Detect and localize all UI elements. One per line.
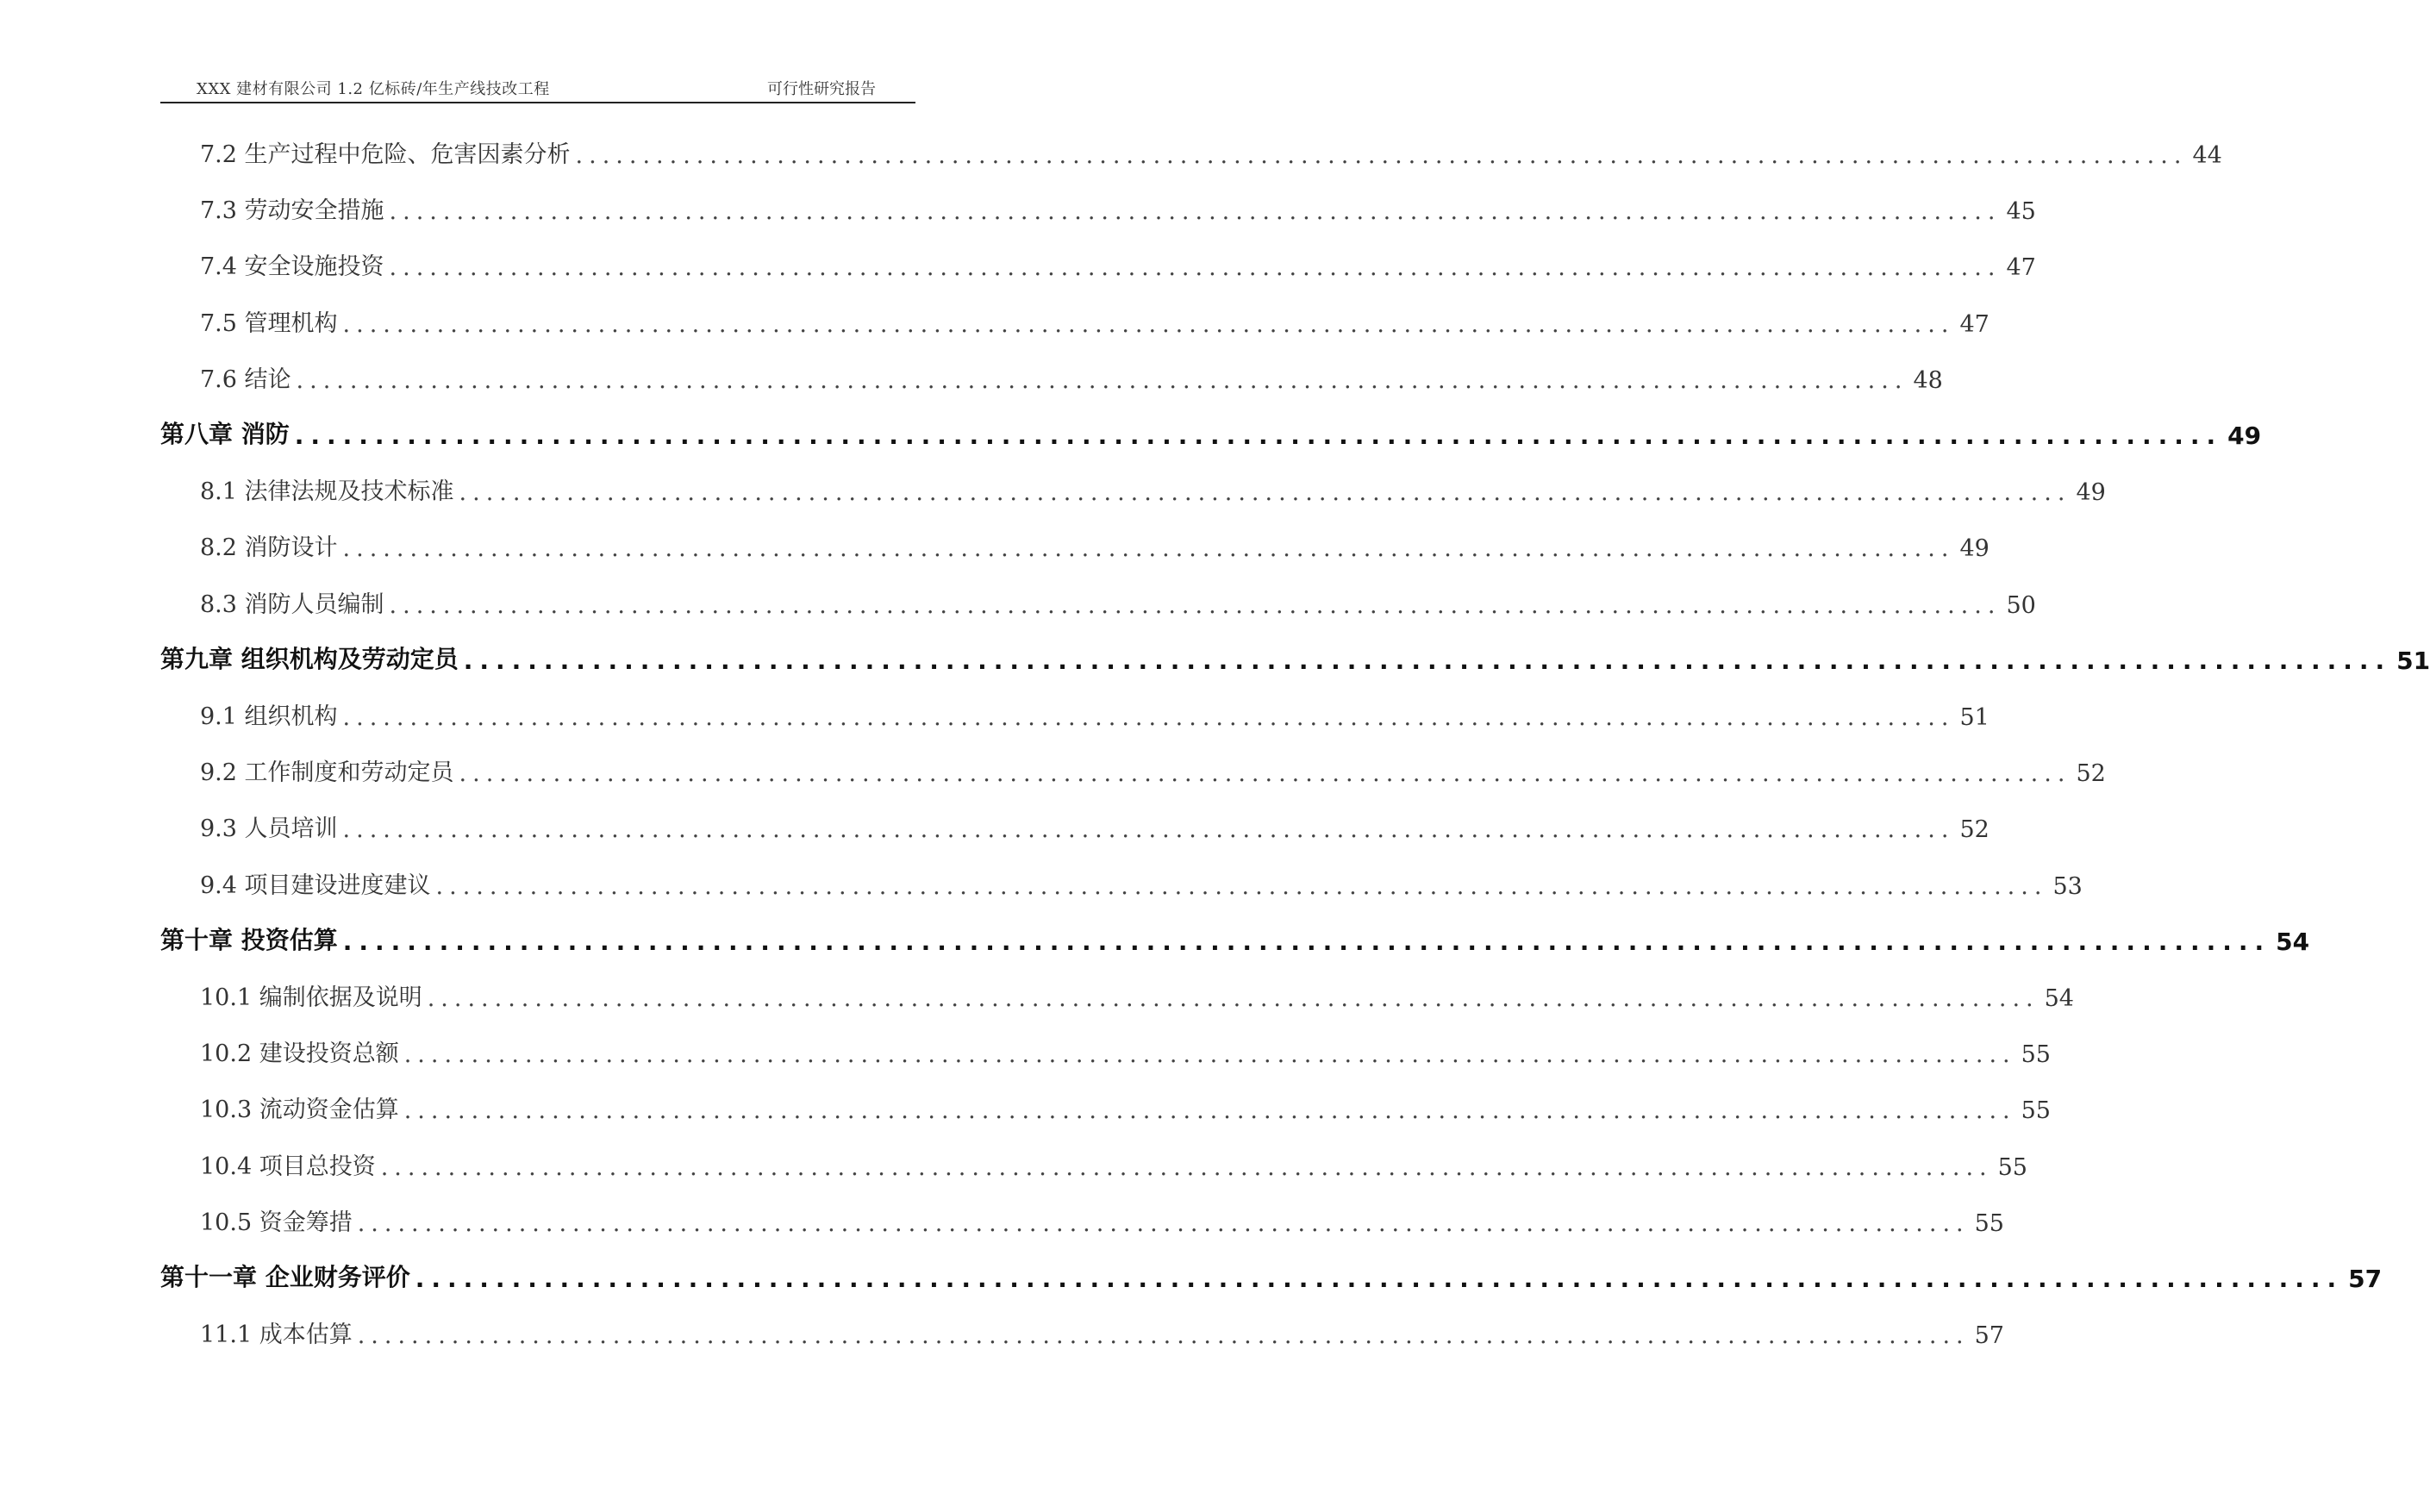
toc-entry-label: 7.5 管理机构: [200, 310, 338, 337]
toc-entry-label: 7.6 结论: [200, 366, 291, 393]
toc-entry-page: 47: [2006, 254, 2036, 281]
toc-entry-label: 第八章 消防: [160, 420, 290, 448]
toc-entry-page: 45: [2006, 198, 2036, 225]
toc-dot-leader: ........................................................................................................................: [380, 1154, 1993, 1181]
toc-entry[interactable]: [0, 860, 2083, 900]
toc-entry[interactable]: [0, 410, 2262, 450]
toc-entry-label: 11.1 成本估算: [200, 1321, 353, 1348]
toc-entry[interactable]: [0, 241, 2036, 281]
toc-entry-label: 8.3 消防人员编制: [200, 591, 384, 618]
toc-entry[interactable]: [0, 803, 1990, 843]
toc-dot-leader: ........................................................................................................................: [342, 535, 1955, 562]
toc-entry-page: 54: [2276, 928, 2310, 956]
toc-entry-label: 7.2 生产过程中危险、危害因素分析: [200, 141, 571, 168]
toc-entry-page: 50: [2006, 592, 2036, 619]
toc-dot-leader: ........................................................................................................................: [575, 142, 2188, 169]
toc-entry[interactable]: [0, 354, 1943, 394]
toc-entry[interactable]: [0, 1028, 2051, 1068]
toc-entry-page: 49: [1959, 535, 1990, 562]
toc-entry-page: 55: [1997, 1154, 2027, 1181]
toc-dot-leader: ........................................................................................................................: [296, 367, 1908, 394]
toc-entry-label: 9.4 项目建设进度建议: [200, 872, 431, 899]
toc-entry[interactable]: [0, 691, 1990, 731]
toc-entry-label: 8.2 消防设计: [200, 534, 338, 561]
toc-entry-page: 55: [1974, 1210, 2004, 1237]
toc-entry-page: 49: [2076, 479, 2106, 506]
toc-dot-leader: ........................................................................................................................: [357, 1210, 1970, 1237]
toc-entry-page: 57: [1974, 1322, 2004, 1349]
header-title: XXX 建材有限公司 1.2 亿标砖/年生产线技改工程: [197, 80, 550, 98]
toc-entry[interactable]: [0, 1197, 2004, 1237]
toc-entry-page: 51: [2396, 647, 2430, 675]
toc-entry-label: 10.2 建设投资总额: [200, 1040, 399, 1067]
header-doc-type: 可行性研究报告: [767, 80, 876, 98]
toc-entry-page: 53: [2052, 873, 2083, 900]
toc-dot-leader: ........................................................................................................................: [459, 479, 2071, 506]
toc-entry[interactable]: [0, 298, 1990, 338]
toc-entry-page: 48: [1913, 367, 1943, 394]
toc-dot-leader: ........................................................................................................................: [415, 1265, 2344, 1293]
toc-entry-page: 54: [2044, 985, 2074, 1012]
toc-dot-leader: ........................................................................................................................: [342, 311, 1955, 338]
toc-entry[interactable]: [0, 185, 2036, 225]
toc-entry[interactable]: [0, 579, 2036, 619]
toc-dot-leader: ........................................................................................................................: [389, 254, 2002, 281]
toc-dot-leader: ........................................................................................................................: [427, 985, 2040, 1012]
toc-entry-page: 47: [1959, 311, 1990, 338]
toc-entry-label: 9.1 组织机构: [200, 703, 338, 730]
toc-dot-leader: ........................................................................................................................: [389, 592, 2002, 619]
toc-entry-label: 7.4 安全设施投资: [200, 253, 384, 280]
toc-entry[interactable]: [0, 522, 1990, 562]
toc-entry-label: 7.3 劳动安全措施: [200, 197, 384, 224]
toc-dot-leader: ........................................................................................................................: [342, 704, 1955, 731]
toc-entry-label: 10.5 资金筹措: [200, 1209, 353, 1236]
toc-entry[interactable]: [0, 747, 2106, 787]
toc-entry[interactable]: [0, 466, 2106, 506]
toc-dot-leader: ........................................................................................................................: [294, 422, 2223, 450]
toc-dot-leader: ........................................................................................................................: [463, 647, 2392, 675]
toc-entry-label: 第九章 组织机构及劳动定员: [160, 645, 459, 673]
toc-entry-page: 51: [1959, 704, 1990, 731]
toc-entry[interactable]: [0, 1084, 2051, 1124]
toc-entry[interactable]: [0, 916, 2310, 956]
toc-entry-label: 10.4 项目总投资: [200, 1153, 376, 1180]
toc-entry-label: 第十章 投资估算: [160, 926, 338, 954]
toc-entry-label: 9.2 工作制度和劳动定员: [200, 759, 454, 786]
toc-entry-page: 55: [2021, 1041, 2051, 1068]
toc-entry-page: 57: [2348, 1265, 2383, 1293]
toc-dot-leader: ........................................................................................................................: [403, 1097, 2016, 1124]
toc-entry-label: 8.1 法律法规及技术标准: [200, 478, 454, 505]
toc-entry-page: 52: [2076, 760, 2106, 787]
toc-dot-leader: ........................................................................................................................: [389, 198, 2002, 225]
toc-entry-page: 44: [2192, 142, 2222, 169]
toc-entry-label: 9.3 人员培训: [200, 815, 338, 842]
toc-entry[interactable]: [0, 1141, 2027, 1181]
toc-entry[interactable]: [0, 129, 2222, 169]
toc-entry-page: 55: [2021, 1097, 2051, 1124]
toc-dot-leader: ........................................................................................................................: [403, 1041, 2016, 1068]
toc-entry[interactable]: [0, 1253, 2383, 1293]
toc-dot-leader: ........................................................................................................................: [342, 928, 2271, 956]
page-header: [160, 74, 915, 103]
toc-dot-leader: ........................................................................................................................: [435, 873, 2048, 900]
toc-entry[interactable]: [0, 972, 2074, 1012]
toc-dot-leader: ........................................................................................................................: [342, 816, 1955, 843]
toc-dot-leader: ........................................................................................................................: [459, 760, 2071, 787]
toc-entry-label: 10.1 编制依据及说明: [200, 984, 422, 1011]
toc-dot-leader: ........................................................................................................................: [357, 1322, 1970, 1349]
toc-entry-page: 52: [1959, 816, 1990, 843]
toc-entry-page: 49: [2227, 422, 2262, 450]
toc-entry[interactable]: [0, 635, 2430, 675]
toc-entry[interactable]: [0, 1309, 2004, 1349]
toc-entry-label: 第十一章 企业财务评价: [160, 1263, 410, 1291]
toc-entry-label: 10.3 流动资金估算: [200, 1097, 399, 1123]
